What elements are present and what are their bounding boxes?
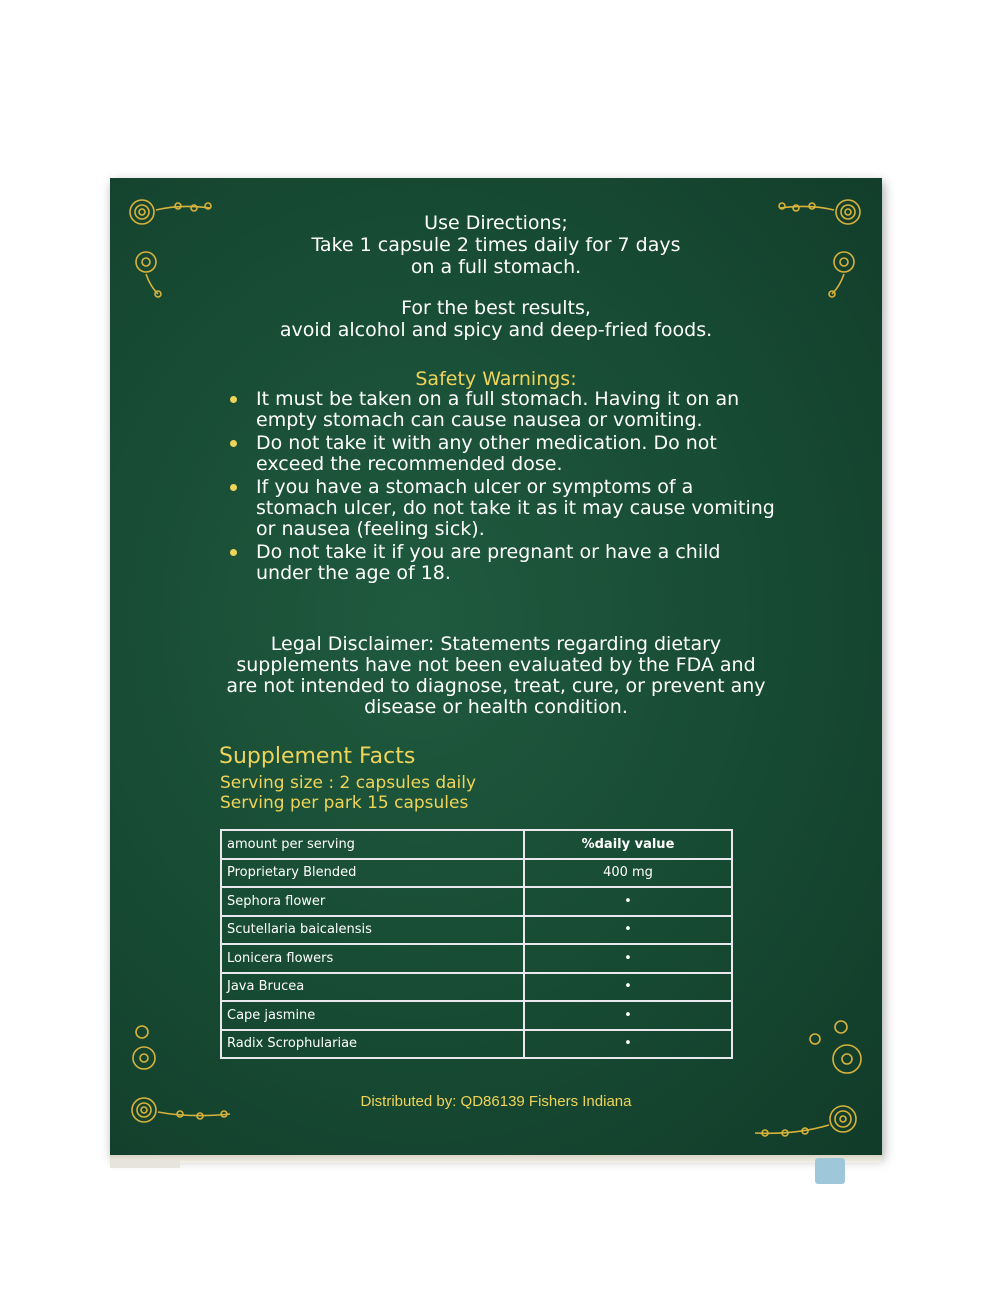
ingredient-cell: Lonicera flowers xyxy=(221,944,524,973)
warning-text: It must be taken on a full stomach. Having it on an empty stomach can cause nausea or vomiting. xyxy=(256,388,740,431)
ingredient-cell: Scutellaria baicalensis xyxy=(221,916,524,945)
serving-size: Serving size : 2 capsules daily xyxy=(220,773,477,793)
table-row xyxy=(221,944,732,973)
supplement-facts-table xyxy=(220,829,733,1059)
box-bottom-edge xyxy=(110,1155,882,1163)
distributor-info: Distributed by: QD86139 Fishers Indiana xyxy=(360,1093,632,1110)
warning-item xyxy=(256,477,776,540)
directions-line: Use Directions; xyxy=(424,212,568,234)
bullet-icon xyxy=(230,549,237,556)
best-results-line: avoid alcohol and spicy and deep-fried foods. xyxy=(279,319,713,341)
table-row xyxy=(221,973,732,1002)
best-results-line: For the best results, xyxy=(401,297,591,319)
supplement-facts-title: Supplement Facts xyxy=(219,744,416,769)
value-cell: 400 mg xyxy=(524,859,732,888)
ingredient-cell: Java Brucea xyxy=(221,973,524,1002)
ingredient-cell: Cape jasmine xyxy=(221,1001,524,1030)
value-cell: • xyxy=(524,887,732,916)
value-cell: • xyxy=(524,973,732,1002)
value-cell: • xyxy=(524,944,732,973)
value-cell: • xyxy=(524,1001,732,1030)
directions-line: Take 1 capsule 2 times daily for 7 days xyxy=(311,234,681,256)
table-row xyxy=(221,887,732,916)
ingredient-cell: Radix Scrophulariae xyxy=(221,1030,524,1059)
warning-text: Do not take it with any other medication. Do not exceed the recommended dose. xyxy=(256,432,717,475)
warning-item xyxy=(256,389,776,431)
directions-line: on a full stomach. xyxy=(410,256,582,278)
warning-item xyxy=(256,433,776,475)
blue-tab xyxy=(815,1158,845,1184)
legal-disclaimer: Legal Disclaimer: Statements regarding dietary supplements have not been evaluated by the FDA and are not intended to diagnose, treat, cure, or prevent any disease or health condition. xyxy=(226,633,766,718)
warning-text: Do not take it if you are pregnant or have a child under the age of 18. xyxy=(256,541,721,584)
box-foot xyxy=(110,1160,180,1168)
table-row xyxy=(221,1001,732,1030)
table-row xyxy=(221,859,732,888)
serving-per-pack: Serving per park 15 capsules xyxy=(220,793,469,813)
bullet-icon xyxy=(230,396,237,403)
use-directions xyxy=(110,212,882,278)
bullet-icon xyxy=(230,440,237,447)
table-header-row xyxy=(221,830,732,859)
warning-item xyxy=(256,542,776,584)
table-row xyxy=(221,916,732,945)
ingredient-cell: Proprietary Blended xyxy=(221,859,524,888)
value-cell: • xyxy=(524,916,732,945)
header-cell: amount per serving xyxy=(221,830,524,859)
safety-warnings-title: Safety Warnings: xyxy=(415,368,577,390)
table-row xyxy=(221,1030,732,1059)
best-results xyxy=(110,297,882,341)
value-cell: • xyxy=(524,1030,732,1059)
safety-warnings-list xyxy=(226,389,776,586)
bullet-icon xyxy=(230,484,237,491)
floral-ornament-icon xyxy=(755,1015,870,1145)
header-cell: %daily value xyxy=(524,830,732,859)
ingredient-cell: Sephora flower xyxy=(221,887,524,916)
warning-text: If you have a stomach ulcer or symptoms of a stomach ulcer, do not take it as it may cause vomiting or nausea (feeling sick). xyxy=(256,476,775,540)
